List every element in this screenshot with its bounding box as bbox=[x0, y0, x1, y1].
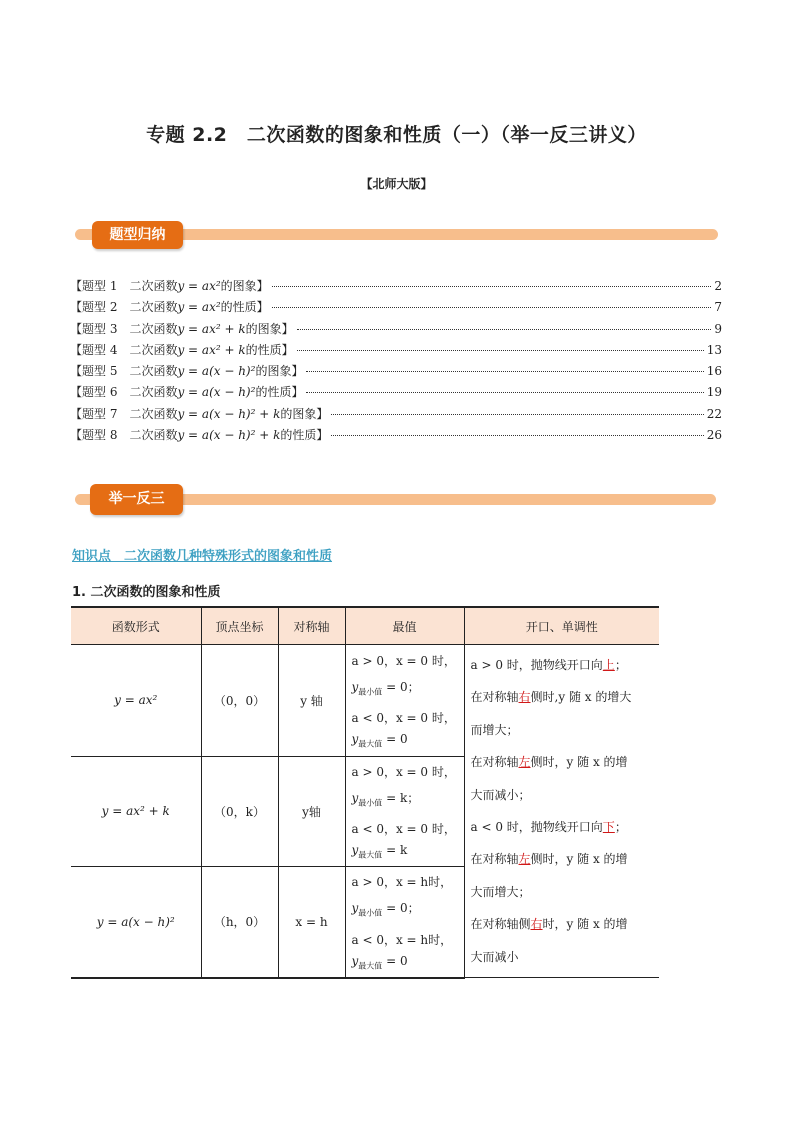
toc-entry[interactable] bbox=[70, 405, 722, 426]
monotonicity-line bbox=[471, 746, 654, 778]
symmetry-axis: y轴 bbox=[278, 756, 345, 867]
edition-label: 【北师大版】 bbox=[360, 177, 433, 191]
min-expr: = 0； bbox=[382, 901, 420, 916]
extreme-value bbox=[345, 645, 464, 757]
text: 在对称轴 bbox=[470, 852, 519, 867]
toc-suffix: 的图象】 bbox=[280, 406, 329, 421]
function-form: y = ax² + k bbox=[71, 756, 201, 867]
toc-label: 【题型 7 二次函数 bbox=[70, 406, 178, 421]
toc-entry[interactable] bbox=[70, 362, 722, 383]
var-y: y bbox=[351, 901, 359, 916]
section-heading: 1. 二次函数的图象和性质 bbox=[72, 585, 221, 600]
condition-positive: a > 0，x = 0 时， bbox=[351, 653, 456, 668]
text: 侧时，y 随 x 的增 bbox=[530, 852, 628, 867]
var-y: y bbox=[351, 732, 359, 747]
toc-formula: y = a(x − h)² + k bbox=[177, 428, 281, 443]
condition-positive: a > 0，x = h时， bbox=[351, 875, 453, 890]
toc-label: 【题型 4 二次函数 bbox=[70, 342, 178, 357]
toc-suffix: 的性质】 bbox=[245, 342, 294, 357]
toc-leader-dots bbox=[297, 329, 712, 330]
toc-suffix: 的图象】 bbox=[220, 279, 269, 293]
toc-page-number: 2 bbox=[714, 279, 722, 293]
text: 时，y 随 x 的增 bbox=[542, 917, 628, 932]
function-form: y = ax² bbox=[71, 645, 201, 757]
max-expr: = 0 bbox=[382, 732, 408, 747]
toc-label: 【题型 2 二次函数 bbox=[70, 300, 178, 315]
text: 而增大； bbox=[470, 722, 519, 737]
header-cell: 开口、单调性 bbox=[464, 607, 659, 645]
monotonicity-line bbox=[471, 649, 654, 681]
max-value bbox=[352, 953, 464, 974]
toc-leader-dots bbox=[331, 414, 703, 415]
banner-question-types: 题型归纳 bbox=[92, 221, 183, 249]
toc-page-number: 19 bbox=[706, 385, 722, 400]
min-value bbox=[352, 785, 464, 816]
toc-entry[interactable] bbox=[70, 320, 722, 341]
symmetry-axis: x = h bbox=[278, 867, 345, 978]
vertex-coordinates: （h，0） bbox=[201, 867, 278, 978]
extreme-value bbox=[345, 867, 464, 978]
monotonicity-line bbox=[471, 941, 654, 973]
toc-suffix: 的图象】 bbox=[255, 364, 304, 379]
condition-positive: a > 0，x = 0 时， bbox=[351, 765, 456, 779]
toc-page-number: 16 bbox=[706, 364, 722, 379]
subscript-min: 最小值 bbox=[358, 798, 383, 808]
var-y: y bbox=[351, 953, 359, 968]
text: a > 0 时，抛物线开口向 bbox=[470, 658, 603, 672]
text: ； bbox=[614, 820, 627, 835]
text: 在对称轴 bbox=[470, 690, 519, 705]
toc-leader-dots bbox=[272, 307, 712, 308]
var-y: y bbox=[351, 843, 359, 858]
min-value bbox=[352, 895, 464, 926]
properties-table bbox=[71, 606, 659, 979]
max-expr: = 0 bbox=[382, 953, 408, 968]
toc-formula: y = ax² + k bbox=[177, 321, 246, 336]
page-title: 专题 2.2 二次函数的图象和性质（一）（举一反三讲义） bbox=[146, 124, 647, 146]
toc-leader-dots bbox=[306, 371, 703, 372]
toc-leader-dots bbox=[272, 286, 712, 287]
toc-formula: y = ax² bbox=[177, 300, 221, 315]
toc-page-number: 13 bbox=[706, 342, 722, 357]
header-cell: 顶点坐标 bbox=[201, 607, 278, 645]
toc-entry[interactable] bbox=[70, 277, 722, 298]
highlight-word: 左 bbox=[518, 755, 531, 770]
max-expr: = k bbox=[382, 843, 408, 858]
text: 大而增大； bbox=[470, 884, 531, 899]
monotonicity-line bbox=[471, 908, 654, 940]
subscript-min: 最小值 bbox=[358, 687, 383, 697]
knowledge-point-heading: 知识点 二次函数几种特殊形式的图象和性质 bbox=[72, 549, 333, 564]
toc-label: 【题型 5 二次函数 bbox=[70, 364, 178, 379]
monotonicity-line bbox=[471, 811, 654, 843]
min-value bbox=[352, 674, 464, 705]
max-value bbox=[352, 731, 464, 752]
header-cell: 对称轴 bbox=[278, 607, 345, 645]
toc-formula: y = ax² + k bbox=[177, 342, 246, 357]
vertex-coordinates: （0，0） bbox=[201, 645, 278, 757]
toc-entry[interactable] bbox=[70, 426, 722, 447]
toc-entry[interactable] bbox=[70, 383, 722, 404]
table-of-contents bbox=[70, 277, 722, 447]
table-row bbox=[71, 645, 659, 757]
header-cell: 最值 bbox=[345, 607, 464, 645]
toc-leader-dots bbox=[297, 350, 704, 351]
highlight-word: 左 bbox=[518, 852, 531, 867]
extreme-value bbox=[345, 756, 464, 867]
monotonicity-line bbox=[471, 876, 654, 908]
highlight-word: 下 bbox=[602, 820, 615, 835]
toc-suffix: 的性质】 bbox=[280, 428, 329, 443]
text: 在对称轴侧 bbox=[470, 917, 531, 932]
condition-negative: a < 0，x = 0 时， bbox=[351, 822, 456, 837]
toc-leader-dots bbox=[331, 435, 703, 436]
table-header-row bbox=[71, 607, 659, 645]
toc-page-number: 7 bbox=[714, 300, 722, 315]
toc-entry[interactable] bbox=[70, 341, 722, 362]
subscript-max: 最大值 bbox=[358, 850, 383, 860]
monotonicity-line bbox=[471, 779, 654, 811]
min-expr: = 0； bbox=[382, 679, 420, 694]
monotonicity-line bbox=[471, 714, 654, 746]
toc-suffix: 的性质】 bbox=[255, 385, 304, 400]
text: a < 0 时，抛物线开口向 bbox=[470, 820, 603, 835]
highlight-word: 上 bbox=[602, 658, 615, 672]
toc-page-number: 9 bbox=[714, 321, 722, 336]
text: 大而减小； bbox=[470, 787, 531, 802]
toc-suffix: 的图象】 bbox=[245, 321, 294, 336]
text: 在对称轴 bbox=[470, 755, 519, 770]
var-y: y bbox=[351, 791, 359, 805]
toc-formula: y = a(x − h)² bbox=[177, 364, 256, 379]
min-expr: = k； bbox=[382, 791, 420, 805]
toc-entry[interactable] bbox=[70, 298, 722, 319]
opening-monotonicity bbox=[464, 645, 659, 978]
text: 大而减小 bbox=[470, 949, 519, 964]
toc-label: 【题型 3 二次函数 bbox=[70, 321, 178, 336]
condition-negative: a < 0，x = h时， bbox=[351, 932, 453, 947]
var-y: y bbox=[351, 679, 359, 694]
highlight-word: 右 bbox=[518, 690, 531, 705]
subscript-max: 最大值 bbox=[358, 739, 383, 749]
symmetry-axis: y 轴 bbox=[278, 645, 345, 757]
banner-examples: 举一反三 bbox=[90, 484, 183, 515]
condition-negative: a < 0，x = 0 时， bbox=[351, 711, 456, 726]
header-cell: 函数形式 bbox=[71, 607, 201, 645]
monotonicity-line bbox=[471, 843, 654, 875]
text: ； bbox=[614, 658, 627, 672]
toc-page-number: 26 bbox=[706, 428, 722, 443]
toc-formula: y = ax² bbox=[177, 279, 221, 293]
highlight-word: 右 bbox=[530, 917, 543, 932]
toc-suffix: 的性质】 bbox=[220, 300, 269, 315]
vertex-coordinates: （0，k） bbox=[201, 756, 278, 867]
toc-label: 【题型 6 二次函数 bbox=[70, 385, 178, 400]
toc-leader-dots bbox=[306, 392, 703, 393]
max-value bbox=[352, 842, 464, 863]
subscript-max: 最大值 bbox=[358, 961, 383, 971]
toc-label: 【题型 1 二次函数 bbox=[70, 279, 178, 293]
text: 侧时，y 随 x 的增 bbox=[530, 755, 628, 770]
monotonicity-line bbox=[471, 681, 654, 713]
text: 侧时,y 随 x 的增大 bbox=[530, 690, 632, 705]
toc-formula: y = a(x − h)² + k bbox=[177, 406, 281, 421]
toc-label: 【题型 8 二次函数 bbox=[70, 428, 178, 443]
toc-page-number: 22 bbox=[706, 406, 722, 421]
toc-formula: y = a(x − h)² bbox=[177, 385, 256, 400]
function-form: y = a(x − h)² bbox=[71, 867, 201, 978]
subscript-min: 最小值 bbox=[358, 908, 383, 918]
